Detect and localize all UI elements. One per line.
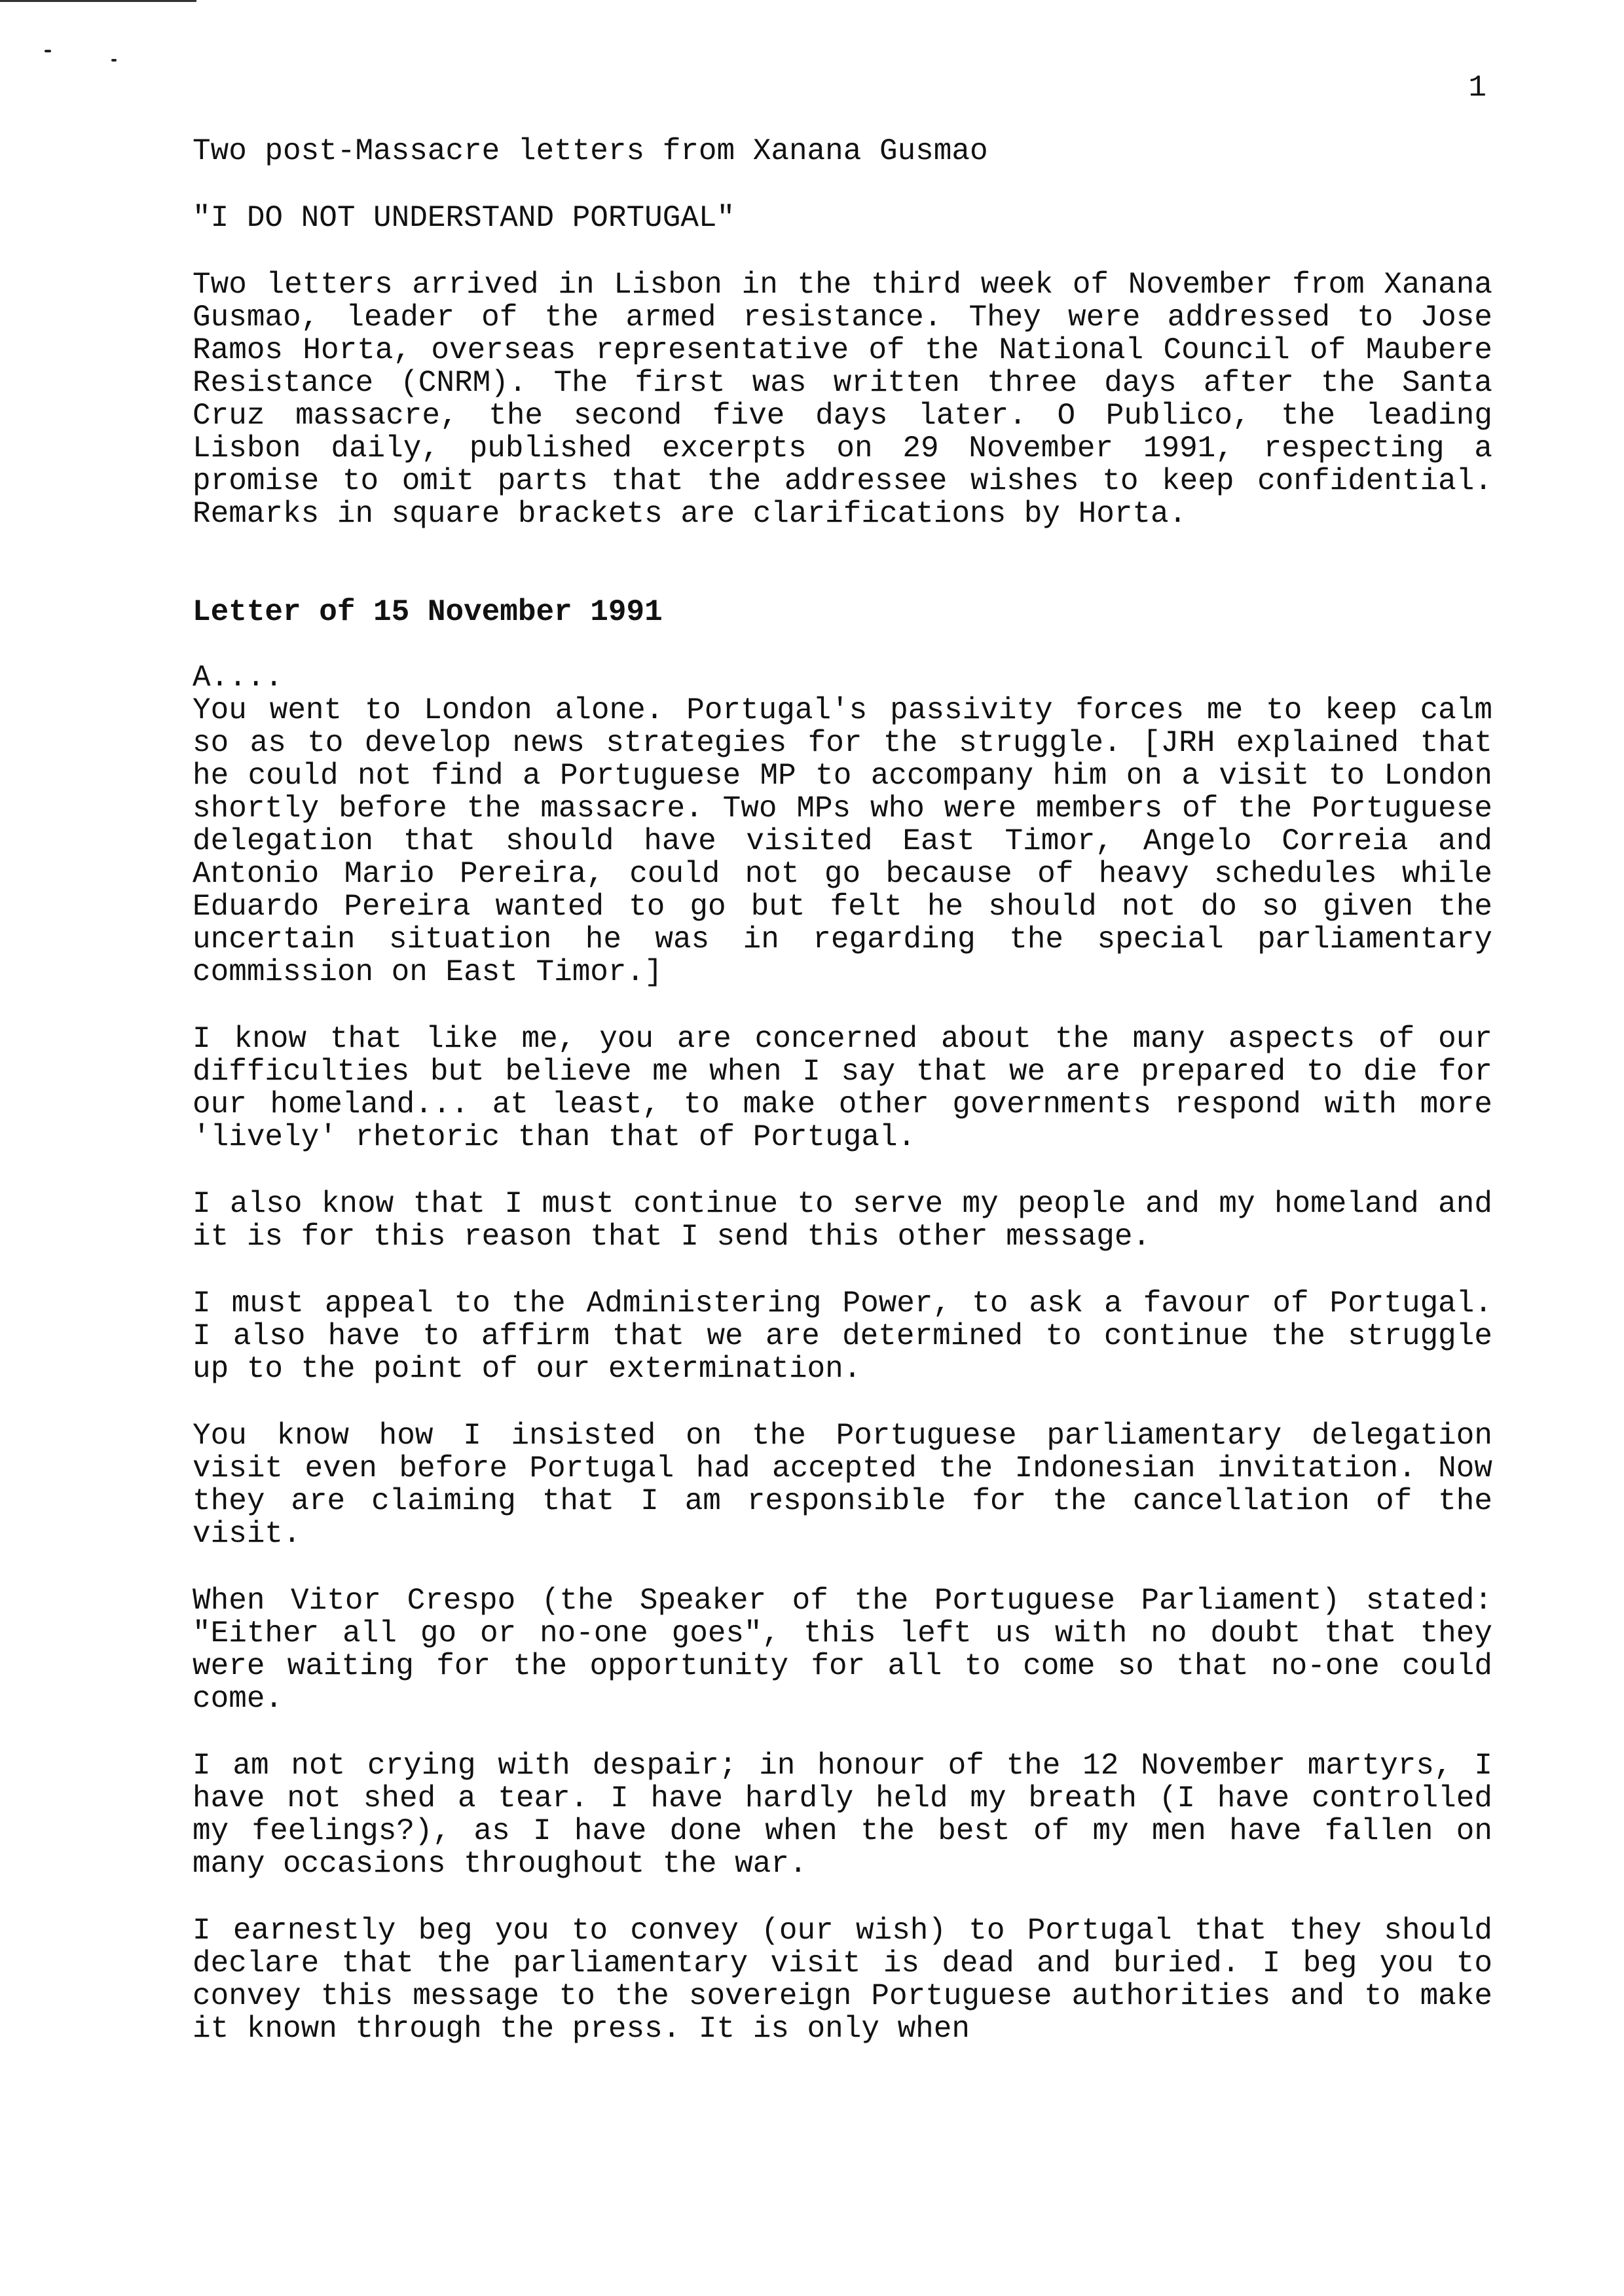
letter-paragraph: I must appeal to the Administering Power, to ask a favour of Portugal. I also have to affirm that we are determined to continue the struggle up to the point of our extermination. <box>193 1286 1492 1386</box>
intro-paragraph: Two letters arrived in Lisbon in the third week of November from Xanana Gusmao, leader of the armed resistance. They were addressed to Jose Ramos Horta, overseas representative of the National Council of Maubere Resistance (CNRM). The first was written three days after the Santa Cruz massacre, the second five days later. O Publico, the leading Lisbon daily, published excerpts on 29 November 1991, respecting a promise to omit parts that the addressee wishes to keep confidential. Remarks in square brackets are clarifications by Horta. <box>193 268 1492 531</box>
letter-paragraph: You went to London alone. Portugal's passivity forces me to keep calm so as to develop news strategies for the struggle. [JRH explained that he could not find a Portuguese MP to accompany him on a visit to London shortly before the massacre. Two MPs who were members of the Portuguese delegation that should have visited East Timor, Angelo Correia and Antonio Mario Pereira, could not go because of heavy schedules while Eduardo Pereira wanted to go but felt he should not do so given the uncertain situation he was in regarding the special parliamentary commission on East Timor.] <box>193 693 1492 989</box>
letter-paragraph: When Vitor Crespo (the Speaker of the Portuguese Parliament) stated: "Either all go or no-one goes", this left us with no doubt that they were waiting for the opportunity for all to come so that no-one could come. <box>193 1584 1492 1716</box>
scan-speck <box>111 59 117 62</box>
letter-paragraph: I am not crying with despair; in honour of the 12 November martyrs, I have not shed a tear. I have hardly held my breath (I have controlled my feelings?), as I have done when the best of my men have fallen on many occasions throughout the war. <box>193 1749 1492 1881</box>
document-title: Two post-Massacre letters from Xanana Gusmao <box>193 134 988 168</box>
page-number: 1 <box>1468 71 1486 105</box>
letter-salutation: A.... <box>193 661 284 695</box>
scan-edge-line <box>0 0 196 2</box>
document-body <box>193 135 1492 2079</box>
letter-paragraph: I earnestly beg you to convey (our wish) to Portugal that they should declare that the parliamentary visit is dead and buried. I beg you to convey this message to the sovereign Portuguese authorities and to make it known through the press. It is only when <box>193 1914 1492 2046</box>
letter-paragraph: I also know that I must continue to serve my people and my homeland and it is for this reason that I send this other message. <box>193 1187 1492 1254</box>
letter-paragraph: You know how I insisted on the Portuguese parliamentary delegation visit even before Portugal had accepted the Indonesian invitation. Now they are claiming that I am responsible for the cancellation of the visit. <box>193 1419 1492 1551</box>
letter-paragraph: I know that like me, you are concerned about the many aspects of our difficulties but believe me when I say that we are prepared to die for our homeland... at least, to make other governments respond with more 'lively' rhetoric than that of Portugal. <box>193 1022 1492 1154</box>
scan-speck <box>45 50 51 52</box>
section-title: Letter of 15 November 1991 <box>193 595 663 629</box>
quote-heading: "I DO NOT UNDERSTAND PORTUGAL" <box>193 201 735 235</box>
